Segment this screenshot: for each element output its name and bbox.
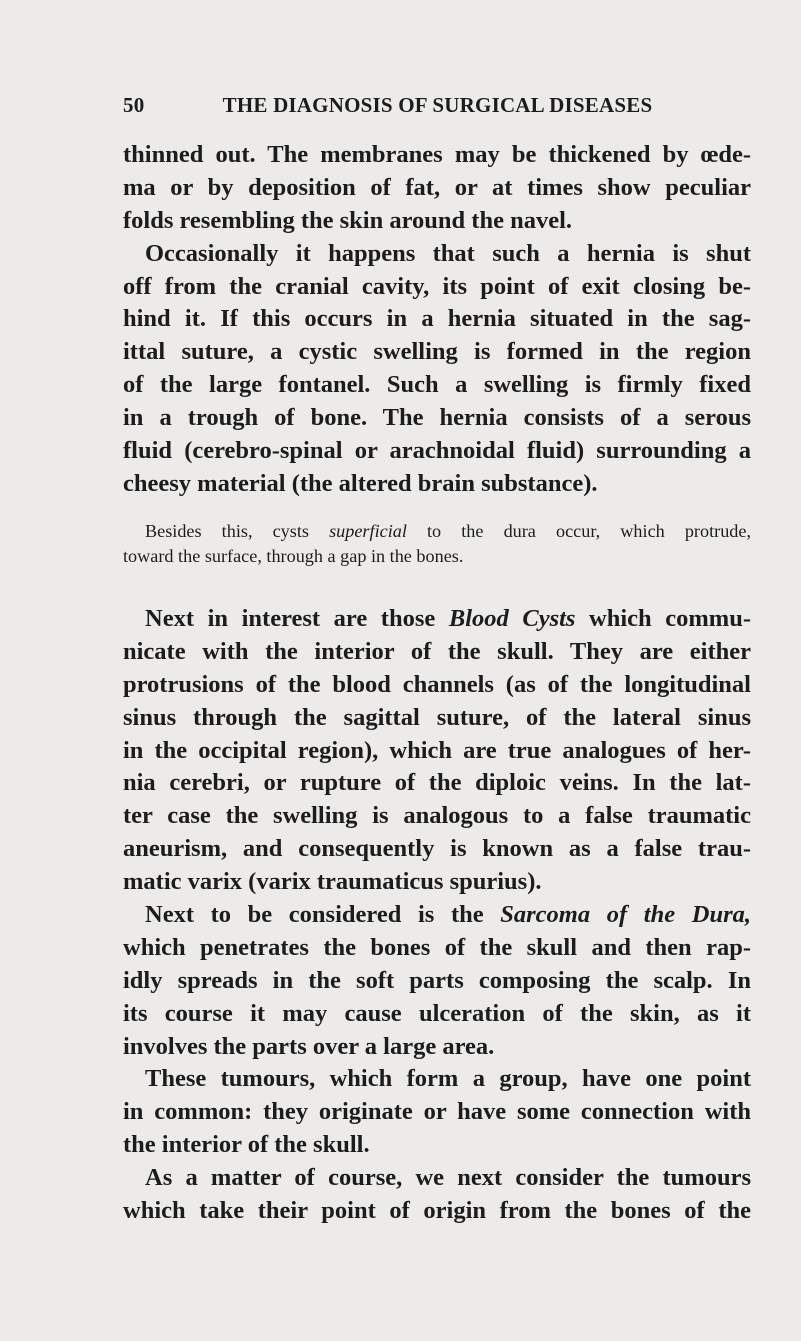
page-number: 50 (123, 93, 145, 117)
body-line: which take their point of origin from the bones of the (123, 1197, 751, 1225)
body-line: in a trough of bone. The hernia consists of a serous (123, 404, 751, 432)
body-line: of the large fontanel. Such a swelling is firmly fixed (123, 371, 751, 399)
small-print-line: toward the surface, through a gap in the bones. (123, 546, 464, 566)
body-line: sinus through the sagittal suture, of the lateral sinus (123, 703, 751, 731)
body-line: ittal suture, a cystic swelling is formed in the region (123, 338, 751, 366)
body-line: cheesy material (the altered brain substance). (123, 469, 598, 497)
small-text: to the dura occur, which protrude, (406, 521, 752, 541)
body-line (123, 899, 751, 932)
italic-term: Sarcoma of the Dura, (500, 901, 751, 929)
body-line: involves the parts over a large area. (123, 1032, 495, 1060)
small-text: Besides this, cysts (145, 521, 330, 541)
body-line: matic varix (varix traumaticus spurius). (123, 868, 542, 896)
body-text: Next to be considered is the (145, 901, 501, 929)
body-line: which penetrates the bones of the skull and then rap- (123, 933, 751, 961)
body-line (123, 603, 751, 636)
italic-term: Blood Cysts (448, 605, 576, 632)
body-line: These tumours, which form a group, have one point (145, 1065, 751, 1093)
body-line: As a matter of course, we next consider the tumours (145, 1164, 751, 1192)
small-print-line (123, 519, 751, 544)
small-print-note (123, 519, 751, 569)
body-line: idly spreads in the soft parts composing the scalp. In (123, 966, 751, 994)
running-head: THE DIAGNOSIS OF SURGICAL DISEASES (222, 93, 653, 117)
body-line: in the occipital region), which are true analogues of her- (123, 736, 751, 764)
body-line: nia cerebri, or rupture of the diploic veins. In the lat- (123, 769, 751, 797)
body-line: its course it may cause ulceration of the skin, as it (123, 999, 751, 1027)
body-line: ma or by deposition of fat, or at times show peculiar (123, 173, 751, 201)
page-header (123, 93, 742, 123)
body-line: hind it. If this occurs in a hernia situated in the sag- (123, 305, 751, 333)
body-line: ter case the swelling is analogous to a false traumatic (123, 802, 751, 830)
body-line: Occasionally it happens that such a hernia is shut (145, 239, 751, 267)
body-line: the interior of the skull. (123, 1131, 370, 1159)
body-text: Next in interest are those (145, 605, 449, 632)
body-text: which commu- (575, 605, 751, 632)
body-line: folds resembling the skin around the navel. (123, 206, 573, 234)
small-italic-term: superficial (329, 521, 407, 541)
body-line: in common: they originate or have some connection with (123, 1098, 751, 1126)
body-line: aneurism, and consequently is known as a false trau- (123, 835, 751, 863)
body-line: off from the cranial cavity, its point of exit closing be- (123, 272, 751, 300)
body-line: fluid (cerebro-spinal or arachnoidal fluid) surrounding a (123, 437, 751, 465)
body-line: nicate with the interior of the skull. They are either (123, 637, 751, 665)
body-line: protrusions of the blood channels (as of the longitudinal (123, 670, 751, 698)
body-text-bottom (123, 603, 751, 1228)
body-line: thinned out. The membranes may be thickened by œde- (123, 141, 751, 168)
body-text-top (123, 139, 751, 501)
